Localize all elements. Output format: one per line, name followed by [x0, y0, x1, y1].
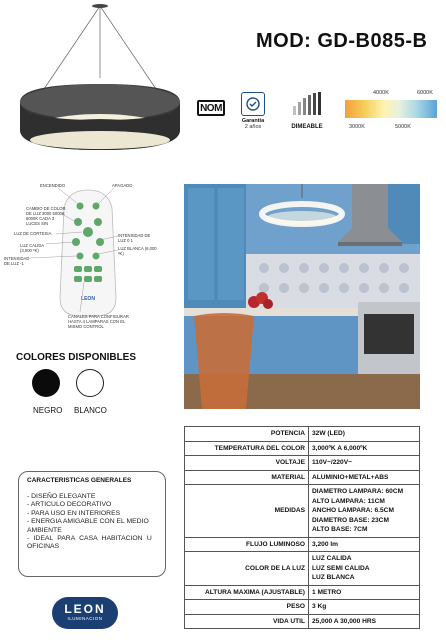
spec-row — [185, 470, 420, 485]
specifications-table — [184, 426, 420, 629]
product-lamp-image — [0, 0, 200, 170]
nom-certification-logo: NOM — [197, 100, 225, 116]
spec-row — [185, 552, 420, 586]
color-label-black: NEGRO — [33, 406, 63, 415]
warranty-years: 2 años — [244, 124, 262, 130]
spec-key: MEDIDAS — [185, 485, 309, 538]
spec-row — [185, 485, 420, 538]
spec-value-cell — [309, 585, 420, 600]
spec-row — [185, 614, 420, 629]
feature-item: - DISEÑO ELEGANTE — [27, 493, 96, 500]
spec-value-cell — [309, 485, 420, 538]
spec-key: PESO — [185, 600, 309, 615]
cct-label-6000: 6000K — [417, 90, 433, 96]
spec-value: LUZ SEMI CALIDA — [312, 564, 370, 572]
spec-key: TEMPERATURA DEL COLOR — [185, 441, 309, 456]
spec-value: DIAMETRO LAMPARA: 60CM — [312, 488, 404, 495]
color-swatch-white — [76, 369, 104, 397]
spec-value: LUZ CALIDA — [312, 555, 352, 562]
spec-value: DIAMETRO BASE: 23CM — [312, 516, 389, 524]
color-temperature-scale — [345, 88, 437, 132]
spec-value-cell — [309, 427, 420, 442]
cct-label-4000: 4000K — [373, 90, 389, 96]
svg-text:LEON: LEON — [81, 296, 95, 302]
remote-label-cold: LUZ BLANCA (6,000 ºK) — [118, 246, 157, 256]
spec-key: ALTURA MAXIMA (AJUSTABLE) — [185, 585, 309, 600]
spec-key: VOLTAJE — [185, 456, 309, 471]
spec-value-cell — [309, 456, 420, 471]
spec-value-cell — [309, 470, 420, 485]
feature-item: - IDEAL PARA CASA HABITACION U OFICINAS — [27, 535, 152, 551]
color-swatch-black — [32, 369, 60, 397]
color-label-white: BLANCO — [74, 406, 107, 415]
brand-name: LEON — [64, 602, 106, 616]
features-title: CARACTERISTICAS GENERALES — [27, 477, 132, 484]
spec-row — [185, 456, 420, 471]
kitchen-scene-image — [184, 184, 420, 409]
remote-label-intensity-up: INTENSIDAD DE LUZ 0 1 — [118, 233, 151, 243]
warranty-badge — [236, 92, 270, 130]
spec-value: 1 METRO — [312, 588, 342, 596]
spec-key: COLOR DE LA LUZ — [185, 552, 309, 586]
spec-row — [185, 585, 420, 600]
model-title: MOD: GD-B085-B — [256, 30, 428, 52]
spec-value: 3,000ºK A 6,000ºK — [312, 444, 368, 452]
spec-value-cell — [309, 441, 420, 456]
spec-value: 3,200 lm — [312, 540, 339, 548]
cct-label-3000: 3000K — [349, 124, 365, 130]
remote-label-dim-down: INTENSIDAD DE LUZ -1 — [4, 256, 30, 266]
remote-label-courtesy: LUZ DE CORTESIA — [14, 231, 52, 236]
spec-value: ANCHO LAMPARA: 6.5CM — [312, 507, 394, 514]
dimmer-icon — [290, 92, 324, 118]
spec-row — [185, 600, 420, 615]
brand-tagline: ILUMINACION — [67, 616, 103, 621]
brand-logo — [52, 597, 118, 629]
remote-label-channels: CANALES PARA CONFIGURAR HASTA 4 LAMPARAS CON EL MISMO CONTROL — [68, 314, 129, 329]
spec-value: LUZ BLANCA — [312, 574, 355, 581]
available-colors-title: COLORES DISPONIBLES — [16, 352, 137, 363]
spec-row — [185, 537, 420, 552]
spec-value: 3 Kg — [312, 603, 327, 610]
spec-value: ALTO BASE: 7CM — [312, 526, 368, 533]
spec-value: 32W (LED) — [312, 430, 345, 437]
remote-control-diagram — [0, 178, 180, 338]
spec-key: FLUJO LUMINOSO — [185, 537, 309, 552]
cct-gradient-bar — [345, 100, 437, 118]
warranty-label: Garantía — [241, 118, 265, 124]
spec-row — [185, 427, 420, 442]
spec-value-cell — [309, 600, 420, 615]
spec-key: MATERIAL — [185, 470, 309, 485]
remote-label-on: ENCENDIDO — [40, 183, 66, 188]
dimmable-label: DIMEABLE — [291, 124, 323, 130]
feature-item: - ARTICULO DECORATIVO — [27, 501, 112, 509]
spec-value-cell — [309, 552, 420, 586]
features-list — [27, 493, 157, 552]
warranty-shield-icon — [241, 92, 265, 116]
spec-key: POTENCIA — [185, 427, 309, 442]
remote-label-off: APAGADO — [112, 183, 133, 188]
dimmable-badge — [286, 92, 328, 130]
feature-item: - ENERGIA AMIGABLE CON EL MEDIO AMBIENTE — [27, 518, 149, 534]
spec-value-cell — [309, 614, 420, 629]
general-characteristics-box — [18, 471, 166, 577]
remote-label-warm: LUZ CALIDA (3,000 ºK) — [20, 243, 44, 253]
cct-label-5000: 5000K — [395, 124, 411, 130]
spec-key: VIDA UTIL — [185, 614, 309, 629]
spec-row — [185, 441, 420, 456]
spec-value: ALUMINIO+METAL+ABS — [312, 473, 389, 481]
spec-value-cell — [309, 537, 420, 552]
spec-value: 25,000 A 30,000 HRS — [312, 617, 377, 625]
feature-item: - PARA USO EN INTERIORES — [27, 509, 121, 517]
spec-value: ALTO LAMPARA: 11CM — [312, 497, 385, 505]
spec-value: 110V~/220V~ — [312, 459, 352, 466]
remote-label-change-color: CAMBIO DE COLOR DE LUZ 3000 5000K 6000K CADA 3 LUCES SIN — [26, 206, 66, 226]
